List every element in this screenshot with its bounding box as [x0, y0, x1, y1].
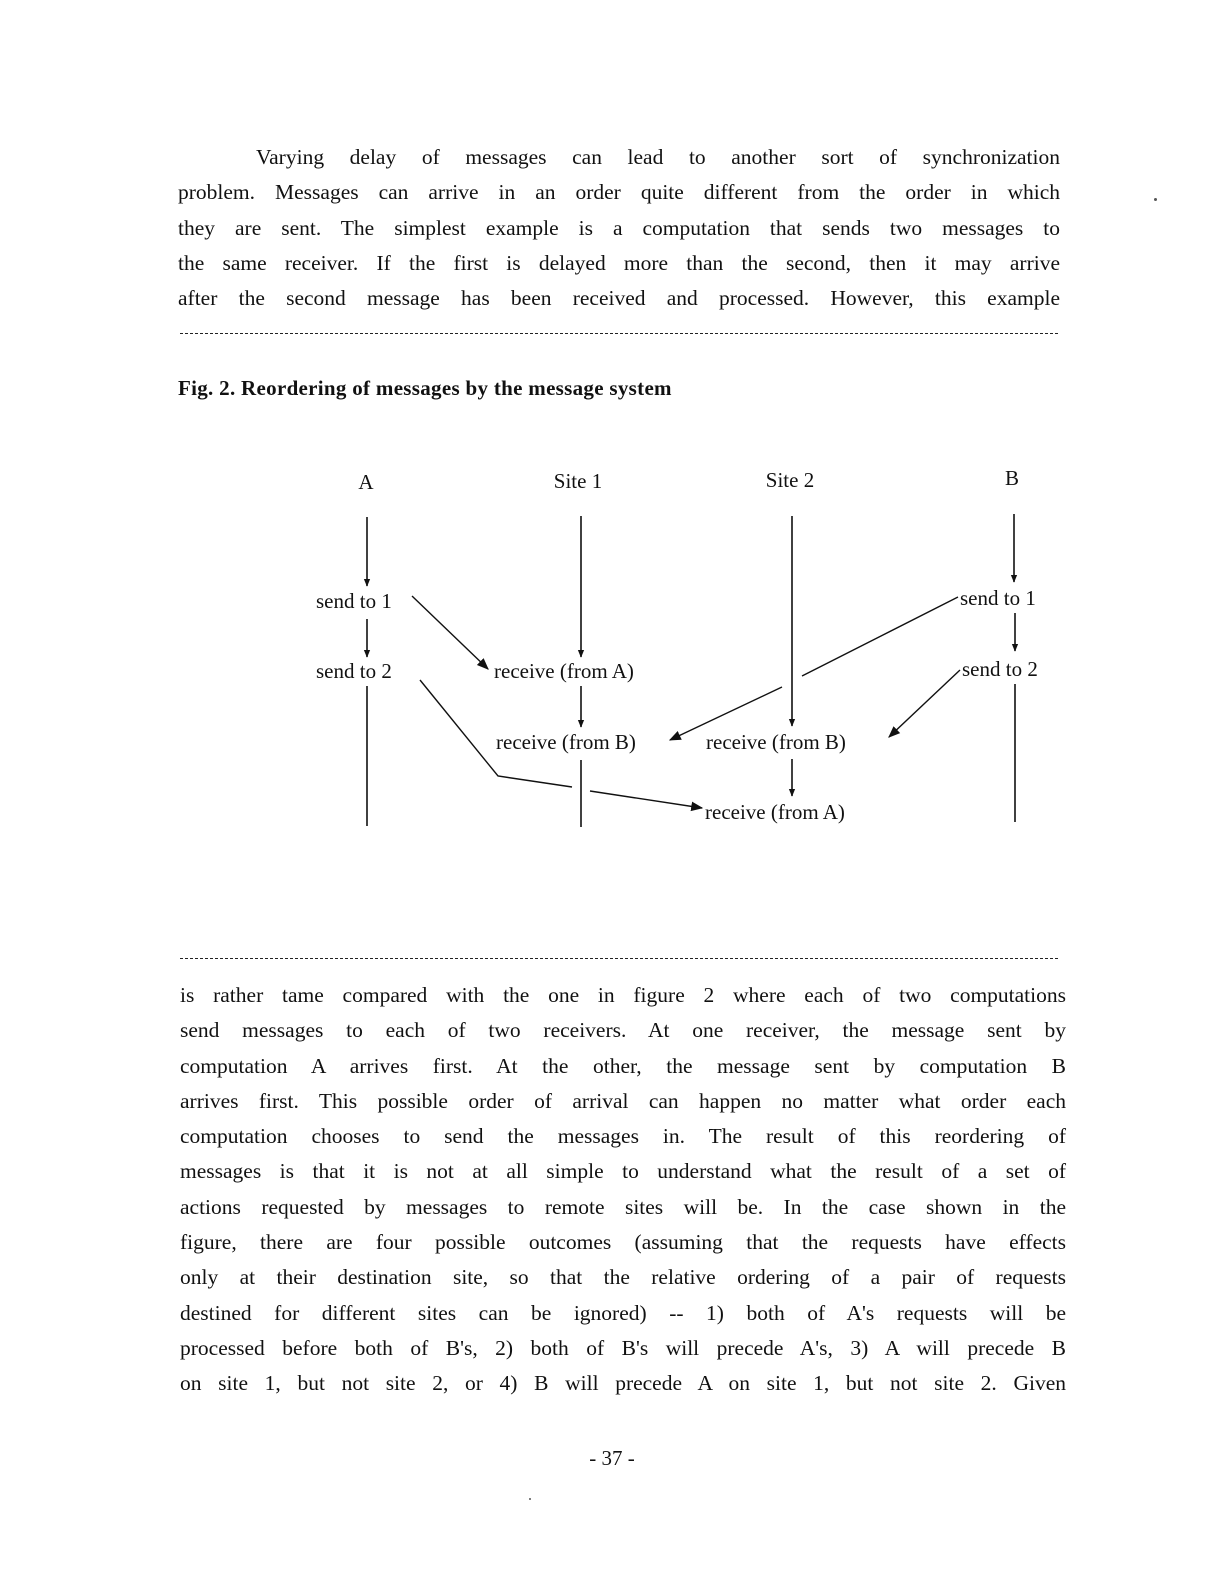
text-line: messages is that it is not at all simple to understand what the result of a set of [180, 1159, 1066, 1184]
site2-receive-from-b: receive (from B) [706, 730, 846, 754]
page-number: - 37 - [589, 1446, 635, 1470]
text-line: is rather tame compared with the one in figure 2 where each of two computations [180, 983, 1066, 1007]
bottom-paragraph [180, 978, 1066, 1402]
figure-caption: Fig. 2. Reordering of messages by the message system [178, 376, 672, 400]
text-line: on site 1, but not site 2, or 4) B will precede A on site 1, but not site 2. Given [180, 1371, 1066, 1396]
text-line: only at their destination site, so that the relative ordering of a pair of requests [180, 1265, 1066, 1290]
site1-receive-from-b: receive (from B) [496, 730, 636, 754]
message-arrow-a-to-site2 [590, 791, 702, 808]
text-line: they are sent. The simplest example is a computation that sends two messages to [178, 215, 1060, 240]
site2-receive-from-a: receive (from A) [705, 800, 845, 824]
b-send-to-1: send to 1 [960, 586, 1036, 610]
text-line: processed before both of B's, 2) both of B's will precede A's, 3) A will precede B [180, 1335, 1066, 1360]
column-header-site2: Site 2 [765, 468, 815, 492]
text-line: the same receiver. If the first is delayed more than the second, then it may arrive [178, 250, 1060, 275]
site1-receive-from-a: receive (from A) [494, 659, 634, 683]
text-line: actions requested by messages to remote sites will be. In the case shown in the [180, 1194, 1066, 1219]
column-header-a: A [358, 470, 374, 494]
text-line: computation chooses to send the messages in. The result of this reordering of [180, 1124, 1066, 1149]
text-line: destined for different sites can be ignored) -- 1) both of A's requests will be [180, 1300, 1066, 1325]
message-arrow-b-to-site2 [889, 670, 960, 737]
column-header-site1: Site 1 [553, 469, 603, 493]
scan-speck [529, 1498, 531, 1500]
column-header-b: B [1004, 466, 1020, 490]
text-line: arrives first. This possible order of arrival can happen no matter what order each [180, 1088, 1066, 1113]
text-line: Varying delay of messages can lead to another sort of synchronization [256, 145, 1060, 169]
text-line: problem. Messages can arrive in an order quite different from the order in which [178, 180, 1060, 205]
dashed-divider-bottom [180, 958, 1058, 959]
text-line: computation A arrives first. At the other, the message sent by computation B [180, 1053, 1066, 1078]
message-arrow-a-to-site1 [412, 596, 488, 669]
text-line: send messages to each of two receivers. At one receiver, the message sent by [180, 1018, 1066, 1043]
scan-speck [1154, 198, 1157, 201]
a-send-to-2: send to 2 [316, 659, 392, 683]
a-send-to-1: send to 1 [316, 589, 392, 613]
text-line: figure, there are four possible outcomes (assuming that the requests have effects [180, 1230, 1066, 1255]
message-arrow-b-to-site1 [802, 597, 958, 676]
text-line: after the second message has been received and processed. However, this example [178, 286, 1060, 311]
b-send-to-2: send to 2 [962, 657, 1038, 681]
